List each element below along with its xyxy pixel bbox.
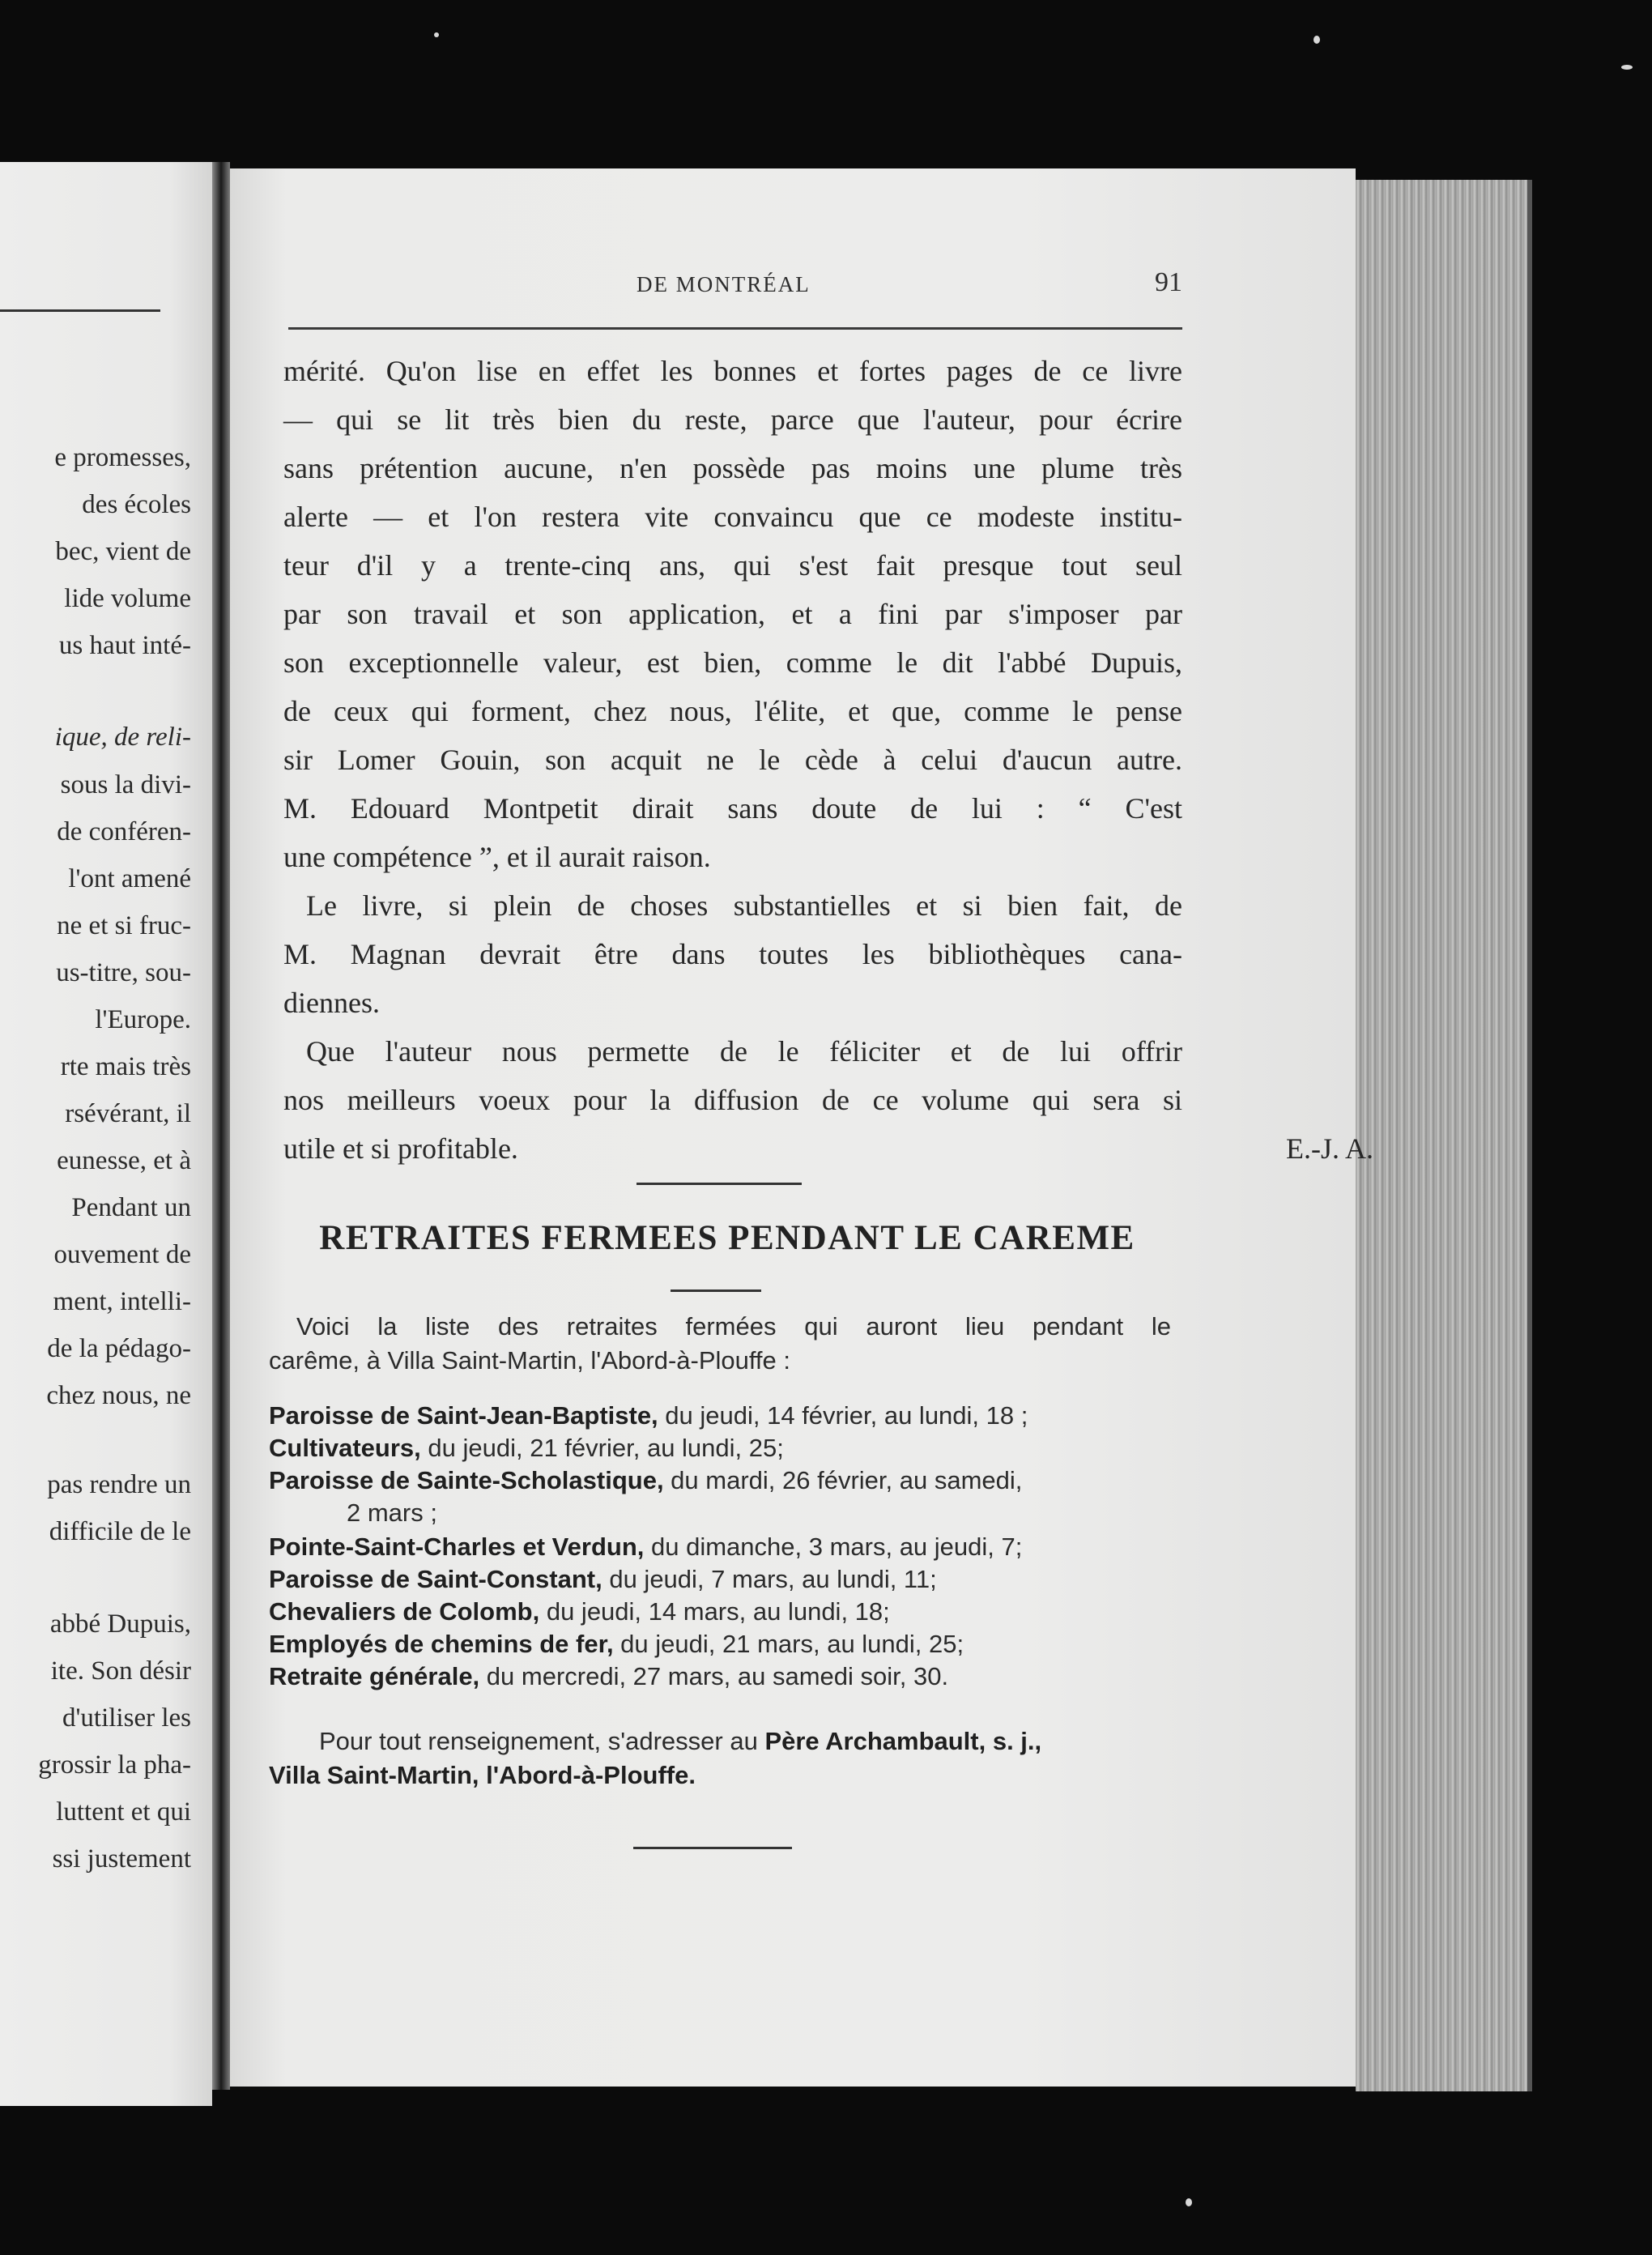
retreat-dates: du jeudi, 7 mars, au lundi, 11; xyxy=(602,1565,937,1593)
article-line: M. Magnan devrait être dans toutes les bibliothèques cana- xyxy=(283,938,1182,970)
intro-line: Voici la liste des retraites fermées qui auront lieu pendant le xyxy=(296,1312,1171,1341)
left-line: chez nous, ne xyxy=(46,1381,191,1410)
left-line: ique, de reli- xyxy=(54,723,191,752)
retreat-dates: du mardi, 26 février, au samedi, xyxy=(663,1466,1023,1494)
left-line: us haut inté- xyxy=(58,631,191,660)
retreat-dates: du jeudi, 21 mars, au lundi, 25; xyxy=(613,1630,964,1658)
retreat-group: Pointe-Saint-Charles et Verdun, xyxy=(269,1532,645,1561)
left-line: Pendant un xyxy=(71,1193,191,1222)
article-line: une compétence ”, et il aurait raison. xyxy=(283,841,711,873)
dust-speck xyxy=(1186,2198,1192,2206)
left-line: l'Europe. xyxy=(95,1005,191,1034)
article-line: sir Lomer Gouin, son acquit ne le cède à celui d'aucun autre. xyxy=(283,744,1182,776)
left-line: l'ont amené xyxy=(68,864,191,893)
section-divider xyxy=(637,1183,802,1185)
retreat-entry xyxy=(347,1497,437,1529)
article-signature: E.-J. A. xyxy=(1286,1132,1373,1165)
section-title: RETRAITES FERMEES PENDANT LE CAREME xyxy=(319,1219,1135,1257)
article-line: alerte — et l'on restera vite convaincu que ce modeste institu- xyxy=(283,501,1182,533)
left-line: ssi justement xyxy=(52,1844,191,1873)
article-line: son exceptionnelle valeur, est bien, comme le dit l'abbé Dupuis, xyxy=(283,646,1182,679)
left-line: eunesse, et à xyxy=(57,1146,191,1175)
retreat-group: Chevaliers de Colomb, xyxy=(269,1597,540,1626)
retreat-entry xyxy=(269,1400,1028,1432)
article-line: M. Edouard Montpetit dirait sans doute de lui : “ C'est xyxy=(283,792,1182,825)
article-line: utile et si profitable. xyxy=(283,1132,518,1165)
article-line: teur d'il y a trente-cinq ans, qui s'est fait presque tout seul xyxy=(283,549,1182,582)
left-line: ne et si fruc- xyxy=(57,911,191,940)
contact-line xyxy=(319,1725,1041,1758)
article-line: sans prétention aucune, n'en possède pas moins une plume très xyxy=(283,452,1182,484)
article-line: par son travail et son application, et a fini par s'imposer par xyxy=(283,598,1182,630)
retreat-group: Paroisse de Saint-Constant, xyxy=(269,1565,602,1593)
contact-prefix: Pour tout renseignement, s'adresser au xyxy=(319,1727,765,1755)
article-line: Que l'auteur nous permette de le féliciter et de lui offrir xyxy=(306,1035,1182,1068)
running-header xyxy=(288,267,1182,305)
article-line: — qui se lit très bien du reste, parce que l'auteur, pour écrire xyxy=(283,403,1182,436)
contact-address xyxy=(269,1759,696,1792)
left-line: pas rendre un xyxy=(47,1470,191,1499)
retreat-group: Cultivateurs, xyxy=(269,1434,421,1462)
retreat-entry xyxy=(269,1596,890,1628)
left-line: d'utiliser les xyxy=(62,1703,191,1733)
running-title: DE MONTRÉAL xyxy=(637,272,811,296)
retreat-dates: du mercredi, 27 mars, au samedi soir, 30. xyxy=(479,1662,949,1690)
left-line: grossir la pha- xyxy=(38,1750,191,1780)
contact-address-text: Villa Saint-Martin, l'Abord-à-Plouffe. xyxy=(269,1761,696,1789)
left-page xyxy=(0,162,212,2106)
retreat-group: Paroisse de Saint-Jean-Baptiste, xyxy=(269,1401,658,1430)
retreat-entry xyxy=(269,1531,1022,1563)
article-line: Le livre, si plein de choses substantielles et si bien fait, de xyxy=(306,889,1182,922)
left-line: e promesses, xyxy=(54,443,191,472)
left-line: us-titre, sou- xyxy=(56,958,191,987)
page-number: 91 xyxy=(1155,267,1182,297)
left-line: bec, vient de xyxy=(55,537,191,566)
title-underline xyxy=(671,1289,761,1292)
dust-speck xyxy=(1621,65,1633,70)
left-line: abbé Dupuis, xyxy=(49,1609,191,1639)
retreat-entry xyxy=(269,1563,937,1596)
left-line: rte mais très xyxy=(60,1052,191,1081)
article-line: de ceux qui forment, chez nous, l'élite, et que, comme le pense xyxy=(283,695,1182,727)
retreat-group: Paroisse de Sainte-Scholastique, xyxy=(269,1466,664,1494)
dust-speck xyxy=(434,32,439,37)
book-gutter xyxy=(212,162,230,2090)
left-line: des écoles xyxy=(82,490,191,519)
left-line: ite. Son désir xyxy=(50,1656,191,1686)
retreat-dates: du jeudi, 14 mars, au lundi, 18; xyxy=(539,1597,890,1626)
retreat-entry xyxy=(269,1464,1022,1497)
retreat-group: Retraite générale, xyxy=(269,1662,480,1690)
contact-person: Père Archambault, s. j., xyxy=(764,1727,1042,1755)
article-line: nos meilleurs voeux pour la diffusion de ce volume qui sera si xyxy=(283,1084,1182,1116)
dust-speck xyxy=(1314,36,1320,44)
retreat-entry xyxy=(269,1660,948,1693)
page-edges xyxy=(1356,180,1532,2091)
retreat-dates: du jeudi, 14 février, au lundi, 18 ; xyxy=(658,1401,1028,1430)
closing-divider xyxy=(633,1847,792,1849)
left-line: de la pédago- xyxy=(47,1334,191,1363)
left-line: sous la divi- xyxy=(60,770,191,799)
article-line: mérité. Qu'on lise en effet les bonnes et fortes pages de ce livre xyxy=(283,355,1182,387)
retreat-entry xyxy=(269,1432,784,1464)
left-line: lide volume xyxy=(64,584,191,613)
retreat-dates: du jeudi, 21 février, au lundi, 25; xyxy=(420,1434,784,1462)
article-line: diennes. xyxy=(283,987,380,1019)
left-line: ment, intelli- xyxy=(53,1287,191,1316)
retreat-dates: 2 mars ; xyxy=(347,1498,437,1527)
header-rule xyxy=(288,327,1182,330)
retreat-group: Employés de chemins de fer, xyxy=(269,1630,614,1658)
left-page-rule xyxy=(0,309,160,312)
left-line: luttent et qui xyxy=(56,1797,191,1827)
left-line: ouvement de xyxy=(53,1240,191,1269)
retreat-dates: du dimanche, 3 mars, au jeudi, 7; xyxy=(644,1532,1023,1561)
left-line: difficile de le xyxy=(49,1517,191,1546)
retreat-entry xyxy=(269,1628,964,1660)
left-line: de conféren- xyxy=(57,817,191,846)
intro-line: carême, à Villa Saint-Martin, l'Abord-à-Plouffe : xyxy=(269,1346,791,1375)
left-line: rsévérant, il xyxy=(65,1099,191,1128)
